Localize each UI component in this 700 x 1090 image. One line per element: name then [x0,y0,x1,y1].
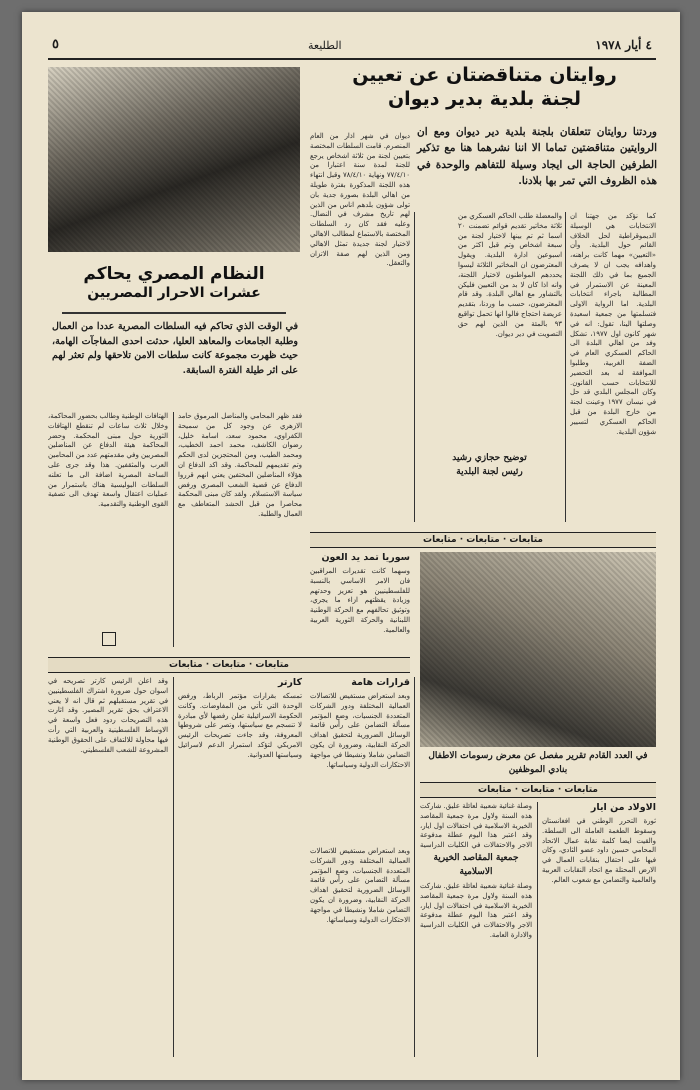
article1-headline-line1: روايتان متناقضتان عن تعيين [352,64,617,86]
important-brief-body: وبعد استعراض مستفيض للاتصالات العمالية المختلفة ودور الشركات المتعددة الجنسيات، وضع المؤتمر مسألة التضامن على رأس قائمة الوسائل الضرورية لتحقيق اهداف الحركة النقابية، وضرورة ان يكون التضامن شاملا ونشيطا في مواجهة الاحتكارات الدولية وسياساتها. [310,692,410,769]
column-rule [537,802,538,1057]
article2-headline [48,264,300,303]
society-brief-body: وصلة غنائية شعبية لعائلة عليق. شاركت هذه السنة ولاول مرة جمعية المقاصد الخيرية الاسلامية في احتفالات اول ايار، وقد اعتبر هذا اليوم عطلة مدفوعة الاجر والاحتفالات في الكليات الدراسية [420,802,532,850]
article1-col-left: ديوان في شهر اذار من العام المنصرم. قامت السلطات المختصة بتعيين لجنة من ثلاثة اشخاص يرجع للجنة لمدة سنة اعتبارا من ٧٧/٤/١٠ ونهاية ٧٨/٤/١٠ وقبل انتهاء هذه اللجنة المذكورة بفترة طويلة من اهالي البلدة بصورة جدية بان تولى شؤون بلدهم اناس من الذين لهم تاريخ مشرف في النضال. وعليه فقد كان رد السلطات المختصة بالاستماع لمطالب الاهالي لاختيار لجنة جديدة تمثل الاهالي ومن الذين لهم صفة الاتزان والتعقل. [310,132,410,268]
end-mark-square [102,632,116,646]
signature-title: رئيس لجنة البلدية [456,466,523,477]
society-brief-text: وصلة غنائية شعبية لعائلة عليق. شاركت هذه السنة ولاول مرة جمعية المقاصد الخيرية الاسلامية في احتفالات اول ايار، وقد اعتبر هذا اليوم عطلة مدفوعة الاجر والاحتفالات في الكليات الدراسية والادارة العامة. [420,882,532,939]
far-left-brief-body: وقد اعلن الرئيس كارتر تصريحه في اسوان حول ضرورة اشتراك الفلسطينيين في تقرير مستقبلهم ثم قال انه لا يعني الاعتراف بحق تقرير المصير. وقد اثارت هذه التصريحات ردود فعل واسعة في الاوساط الفلسطينية والعربية التي رأت فيها محاولة للالتفاف على الحقوق الوطنية المشروعة للشعب الفلسطيني. [48,677,168,754]
zambia-brief-title: الاولاد من ايار [590,802,656,813]
column-rule [565,212,566,522]
section-band: متابعات · متابعات · متابعات [48,657,410,673]
column-rule [173,412,174,647]
important-brief-text: وبعد استعراض مستفيض للاتصالات العمالية المختلفة ودور الشركات المتعددة الجنسيات، وضع المؤتمر مسألة التضامن على رأس قائمة الوسائل الضرورية لتحقيق اهداف الحركة النقابية، وضرورة ان يكون التضامن شاملا ونشيطا في مواجهة الاحتكارات الدولية وسياساتها. [310,847,410,924]
article2-headline-line1: النظام المصري يحاكم [83,264,265,284]
page-header [48,36,656,60]
children-painting-photo [420,552,656,747]
article1-col-middle: والمعضلة طلب الحاكم العسكري من ثلاثة مخاتير تقديم قوائم تضمنت ٢٠ اسما ثم تم بينها لاختيار لجنة من سبعة اشخاص وتم قبل اكثر من اسبوعين ادارة البلدية. ويقول المعترضون ان المخاتير الثلاثة ليسوا يحددهم المواطنون لاختيار اللجنة، وانه اذا كان لا بد من التعيين فليكن بالتشاور مع اهالي البلدة. وقد قام المعترضون، حسب ما وردنا، بتقديم عريضة احتجاج فالوا انها تحمل تواقيع ٩٣ بالمئة من الذين لهم حق التصويت في دير ديوان. [458,212,562,338]
section-band: متابعات · متابعات · متابعات [420,782,656,798]
column-rule [173,677,174,1057]
carter-brief-body: تمسكه بقرارات مؤتمر الرباط، ورفض الوحدة التي تأتي من المفاوضات. وكانت الحكومة الاسرائيلية تعلن رفضها لأي مبادرة لا تنسجم مع سياستها، وتصر على شروطها المعروفة، وقد جاءت تصريحات الرئيس الامريكي لتؤكد استمرار الدعم لاسرائيل وسياستها العدوانية. [178,692,302,759]
issue-date: ٤ أيار ١٩٧٨ [595,38,652,52]
article2-headline-line2: عشرات الاحرار المصريين [87,285,261,302]
article1-headline-line2: لجنة بلدية بدير ديوان [387,87,582,110]
page-number: ٥ [52,37,59,52]
article1-headline [312,64,657,112]
article2-lead: في الوقت الذي تحاكم فيه السلطات المصرية عددا من العمال وطلبة الجامعات والمعاهد العليا، حدثت احدى المفاجآت الهامة، حيث ظهرت مجموعة كانت سلطات الامن تلاحقها ولم تعثر لهم على اثر طيلة الفترة السابقة. [52,321,298,377]
society-brief-title: جمعية المقاصد الخيرية الاسلامية [433,853,519,877]
protest-photo [48,67,300,252]
article2-col-right: فقد ظهر المحامي والمناضل المرموق حامد الازهري عن وجود كل من سميحة الكفراوي، محمود سعد، اسامة خليل، رضوان الكاشف، محمد احمد الخطيب، ومحمد الطيب، ومن المحتجزين لدى الحكم وتم تقديمهم للمحاكمة. وقد اكد الدفاع ان هؤلاء المناضلين المختفين يعني انهم قرروا الدفاع عن قضية الشعب المصري ورفض سياسة الاستسلام. ولقد كان مبنى المحكمة محاصرا من قبل الحشد المتعاطف مع العمال والطلبة. [178,412,302,518]
syria-brief-title: سوريا تمد يد العون [321,552,410,563]
article1-col-right: كما نؤكد من جهتنا ان الانتخابات هي الوسيلة الديموقراطية لحل الخلاف القائم حول البلدية. وأن «التعيين» مهما كانت براهنه، واهدافه يجب ان لا يصرف الجميع بما في ذلك اللجنة المعينة عن الاستمرار في المطالبة باجراء انتخابات البلدية. اما الرواية الاولى فتسلمتها من جمعية اسعيدة وصلتها الينا، تقول: انه في شهر كانون اول ١٩٧٧، تشكل وفد من اهالي البلدة الى الحاكم العسكري العام في الضفة الغربية، وطلبوا الموافقة له بعد التحضير للانتخابات حسب القانون. وكان المجلس البلدي قد حل في نيسان ١٩٧٧ وعينت لجنة من خارج البلدة من قبل الحاكم العسكري لتسيير شؤون البلدية. [570,212,656,436]
carter-brief-title: كارتر [277,677,302,688]
photo-caption [420,750,656,777]
column-rule [414,212,415,522]
section-band: متابعات · متابعات · متابعات [310,532,656,548]
article2-col-left: الهتافات الوطنية وطالب بحضور المحاكمة، وخلال ثلاث ساعات لم تنقطع الهتافات الثورية حول مبنى المحكمة. وحضر المحاكمة هيئة الدفاع عن المناضلين المصريين وفي مقدمتهم عدد من المحامين العرب والمثقفين. هذا وقد جرى على الساحة المصرية اضافة الى ما تعلنه السلطات البوليسية هناك باستمرار من عمليات اعتقال واسعة تهدف الى تصفية القوى الوطنية والتقدمية. [48,412,168,509]
section-name: الطليعة [308,39,342,52]
photo-caption-line2: بنادي الموظفين [508,764,568,775]
syria-brief-body: وسهما كانت تقديرات المراقبين فان الامر الاساسي بالنسبة للفلسطينيين هو تعزيز وحدتهم وزيادة يقظتهم ازاء ما يجري، وتوثيق تحالفهم مع الحركة الوطنية اللبنانية والحركة الثورية العربية والعالمية. [310,567,410,634]
headline-rule [62,312,286,314]
signature-name: توضيح حجازي رشيد [452,453,527,463]
photo-caption-line1: في العدد القادم تقرير مفصل عن معرض رسومات الاطفال [428,751,648,761]
important-brief-title: قرارات هامة [351,677,410,688]
zambia-brief-body: ثورة التحرر الوطني في افغانستان وسقوط الطغمة العاملة الى السلطة. والقيت ايضا كلمة نقابة عمال الاتحاد المحامي حسين داود عضو الثادي، وكان فيها على احتفال بنقابات العمال في الارض المحتلة مع اتحاد النقابات العربية والعالمية والتضامن مع شعوب العالم. [542,817,656,884]
article1-signature [417,452,562,479]
column-rule [414,677,415,1057]
article1-lead: وردتنا روايتان تتعلقان بلجنة بلدية دير ديوان ومع ان الروايتين متناقضتين تماما الا اننا نشرهما هنا مع تذكير الطرفين الحاجة الى ايجاد وسيلة للتفاهم والوحدة في هذه الظروف التي تمر بها بلادنا. [417,126,657,187]
newspaper-page [22,12,680,1080]
